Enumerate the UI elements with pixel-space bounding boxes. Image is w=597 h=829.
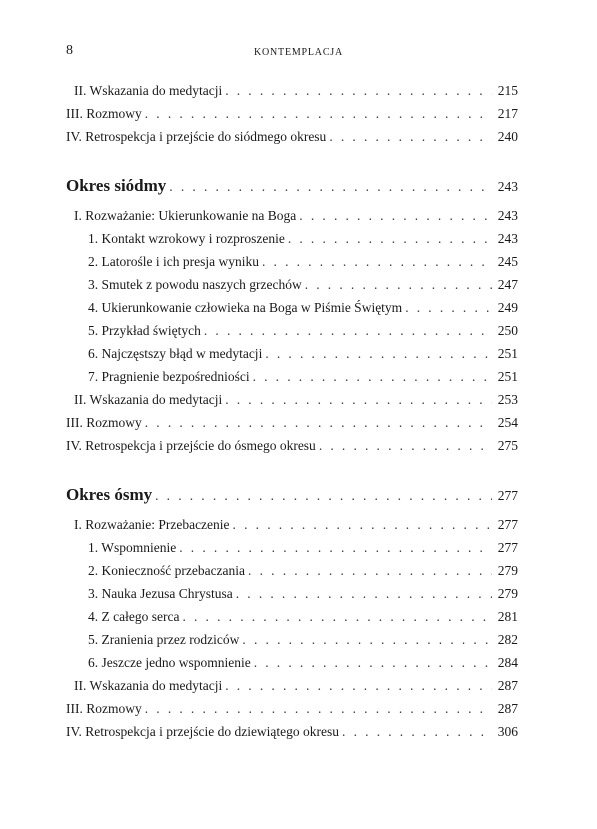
toc-entry-label: 2. Latorośle i ich presja wyniku (88, 254, 259, 269)
toc-entry (66, 699, 518, 719)
toc-entry-label: II. Wskazania do medytacji (74, 392, 223, 407)
dot-leader (179, 538, 492, 558)
chapter-title: Okres ósmy (66, 485, 153, 504)
dot-leader (233, 515, 492, 535)
toc-entry (66, 538, 518, 558)
toc-entry-page: 279 (497, 586, 518, 601)
toc-entry-page: 279 (497, 563, 518, 578)
dot-leader (262, 252, 492, 272)
dot-leader (225, 390, 492, 410)
toc-entry (66, 561, 518, 581)
dot-leader (342, 722, 492, 742)
toc-entry-label: I. Rozważanie: Przebaczenie (74, 517, 230, 532)
toc-entry (66, 436, 518, 456)
toc-entry (66, 252, 518, 272)
toc-entry-label: 5. Przykład świętych (88, 323, 201, 338)
toc-entry-label: 4. Z całego serca (88, 609, 180, 624)
chapter-page: 243 (497, 179, 518, 194)
toc-entry (66, 584, 518, 604)
toc-entry (66, 229, 518, 249)
dot-leader (236, 584, 492, 604)
dot-leader (242, 630, 491, 650)
toc-entry (66, 413, 518, 433)
toc-entry-page: 253 (497, 392, 518, 407)
toc-entry-page: 243 (497, 231, 518, 246)
dot-leader (254, 653, 492, 673)
toc-entry-page: 306 (497, 724, 518, 739)
dot-leader (253, 367, 492, 387)
toc-entry-page: 281 (497, 609, 518, 624)
toc-entry (66, 206, 518, 226)
toc-entry-label: 6. Najczęstszy błąd w medytacji (88, 346, 263, 361)
toc-entry-page: 287 (497, 701, 518, 716)
toc-entry-page: 240 (497, 129, 518, 144)
chapter-heading (66, 174, 518, 198)
chapter-page: 277 (497, 488, 518, 503)
toc-entry-label: III. Rozmowy (66, 415, 142, 430)
dot-leader (248, 561, 492, 581)
toc-entry-label: 3. Smutek z powodu naszych grzechów (88, 277, 302, 292)
toc-entry-page: 251 (497, 346, 518, 361)
dot-leader (182, 607, 491, 627)
dot-leader (288, 229, 492, 249)
toc-entry (66, 722, 518, 742)
toc-entry-label: IV. Retrospekcja i przejście do siódmego okresu (66, 129, 327, 144)
running-head: KONTEMPLACJA (253, 47, 344, 58)
dot-leader (319, 436, 492, 456)
dot-leader (265, 344, 491, 364)
dot-leader (299, 206, 491, 226)
dot-leader (145, 699, 492, 719)
toc-entry (66, 367, 518, 387)
toc-entry-page: 277 (497, 540, 518, 555)
dot-leader (329, 127, 491, 147)
toc-entry-label: 2. Konieczność przebaczania (88, 563, 246, 578)
toc-entry-page: 250 (497, 323, 518, 338)
dot-leader (405, 298, 492, 318)
toc-entry-page: 243 (497, 208, 518, 223)
dot-leader (225, 676, 492, 696)
toc-entry (66, 653, 518, 673)
toc-entry (66, 127, 518, 147)
dot-leader (155, 484, 492, 508)
dot-leader (169, 175, 491, 199)
toc-entry-label: II. Wskazania do medytacji (74, 83, 223, 98)
toc-entry-page: 249 (497, 300, 518, 315)
toc-entry-label: 6. Jeszcze jedno wspomnienie (88, 655, 251, 670)
toc-entry-label: 5. Zranienia przez rodziców (88, 632, 240, 647)
toc-entry-label: III. Rozmowy (66, 701, 142, 716)
dot-leader (204, 321, 492, 341)
dot-leader (145, 413, 492, 433)
toc-entry-page: 251 (497, 369, 518, 384)
toc-entry-label: 1. Wspomnienie (88, 540, 177, 555)
toc-entry-label: II. Wskazania do medytacji (74, 678, 223, 693)
dot-leader (145, 104, 492, 124)
toc-entry-label: III. Rozmowy (66, 106, 142, 121)
toc-entry-label: IV. Retrospekcja i przejście do ósmego okresu (66, 438, 316, 453)
toc-entry-page: 254 (497, 415, 518, 430)
toc-entry (66, 390, 518, 410)
page-number: 8 (66, 43, 73, 58)
toc-entry-label: 4. Ukierunkowanie człowieka na Boga w Piśmie Świętym (88, 300, 403, 315)
toc-entry-page: 245 (497, 254, 518, 269)
toc-entry-label: 3. Nauka Jezusa Chrystusa (88, 586, 233, 601)
toc-entry (66, 515, 518, 535)
toc-entry (66, 321, 518, 341)
toc-entry (66, 344, 518, 364)
toc-entry (66, 275, 518, 295)
toc-entry (66, 104, 518, 124)
chapter-title: Okres siódmy (66, 176, 167, 195)
dot-leader (305, 275, 492, 295)
toc-entry-page: 247 (497, 277, 518, 292)
toc-entry-page: 282 (497, 632, 518, 647)
toc-entry-label: IV. Retrospekcja i przejście do dziewiątego okresu (66, 724, 340, 739)
toc-entry-page: 215 (497, 83, 518, 98)
dot-leader (225, 81, 492, 101)
chapter-heading (66, 483, 518, 507)
toc-entry (66, 676, 518, 696)
toc-entry-page: 284 (497, 655, 518, 670)
toc-entry-page: 277 (497, 517, 518, 532)
toc-entry-label: 1. Kontakt wzrokowy i rozproszenie (88, 231, 285, 246)
toc-entry-page: 217 (497, 106, 518, 121)
toc-entry-label: I. Rozważanie: Ukierunkowanie na Boga (74, 208, 297, 223)
toc-entry-page: 275 (497, 438, 518, 453)
toc-entry (66, 630, 518, 650)
toc-entry (66, 81, 518, 101)
toc-entry (66, 298, 518, 318)
toc-entry-page: 287 (497, 678, 518, 693)
toc-entry-label: 7. Pragnienie bezpośredniości (88, 369, 250, 384)
toc-entry (66, 607, 518, 627)
